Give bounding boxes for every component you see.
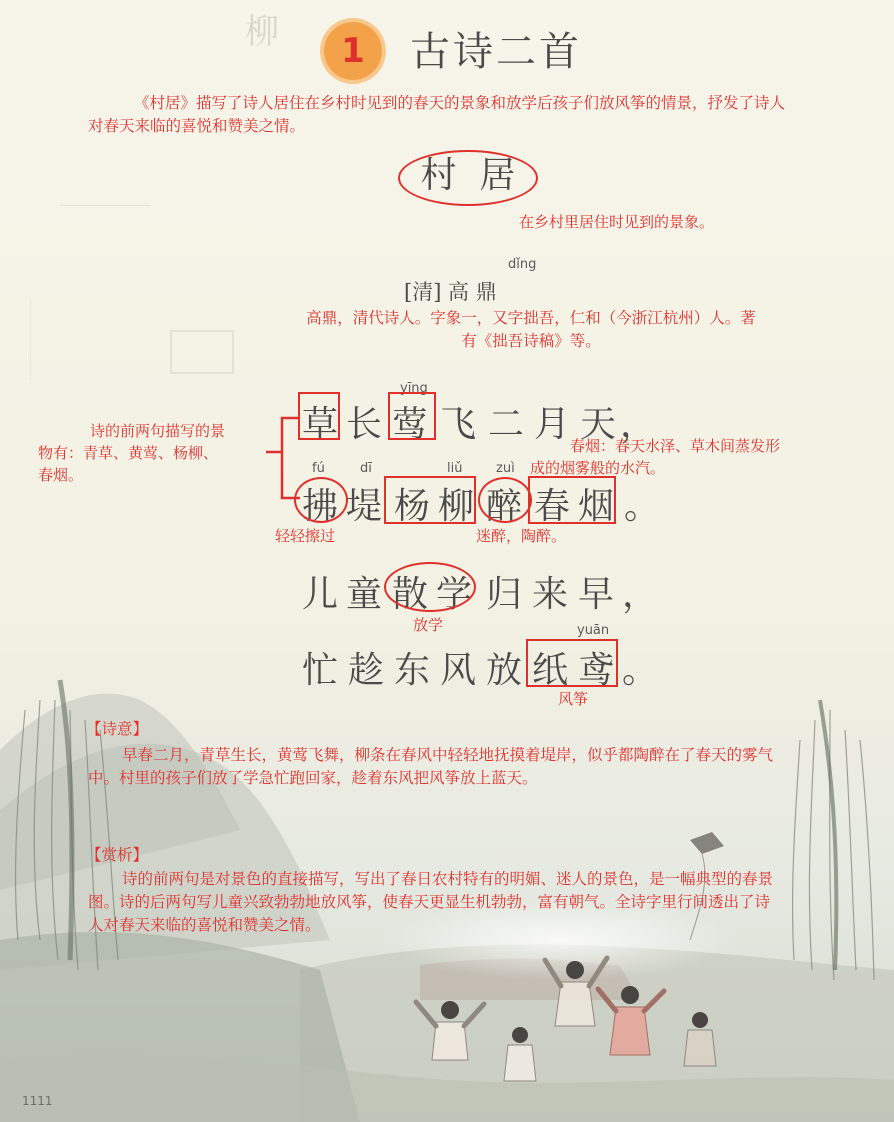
line2-pinyin-zui: zuì	[496, 461, 515, 476]
author-note: 高鼎，清代诗人。字象一，又字拙吾，仁和（今浙江杭州）人。著有《拙吾诗稿》等。	[306, 309, 756, 350]
poem-char: 杨	[394, 486, 431, 527]
sanxue-note: 放学	[413, 616, 444, 634]
poem-char: 天	[580, 404, 617, 445]
right-note-line-2: 成的烟雾般的水汽。	[530, 459, 666, 477]
author-line: [清] 高 鼎	[404, 280, 497, 304]
line2-pinyin-liu: liǔ	[447, 461, 463, 476]
author-pinyin: dǐng	[508, 257, 537, 272]
box-chunyan	[528, 476, 616, 524]
left-note-line-3: 春烟。	[38, 466, 84, 484]
poem-char: 月	[534, 404, 571, 445]
poem-char: 忙	[302, 650, 339, 691]
box-cao	[298, 392, 340, 440]
box-ying	[388, 392, 436, 440]
poem-char: 风	[440, 650, 477, 691]
poem-char: 来	[532, 574, 569, 615]
poem-char: 飞	[440, 404, 477, 445]
poem-char: 散	[392, 574, 429, 615]
fu-note: 轻轻擦过	[275, 527, 336, 545]
poem-char: 莺	[392, 404, 429, 445]
line4-pinyin-yuan: yuān	[577, 623, 610, 638]
poem-char: 醉	[486, 486, 523, 527]
poem-title: 村 居	[420, 155, 516, 196]
poem-char: 二	[488, 404, 525, 445]
bleed-through-mark	[170, 330, 234, 374]
poem-char: 拂	[302, 486, 339, 527]
poem-char: 烟	[578, 486, 615, 527]
poem-char: 东	[394, 650, 431, 691]
poem-char: 纸	[532, 650, 569, 691]
poem-char: 放	[486, 650, 523, 691]
right-note-line-1: 春烟：春天水泽、草木间蒸发形	[570, 437, 781, 455]
poem-char: 鸢	[578, 650, 615, 691]
meaning-heading: 【诗意】	[86, 720, 149, 738]
lesson-intro: 《村居》描写了诗人居住在乡村时见到的春天的景象和放学后孩子们放风筝的情景，抒发了诗人对春天来临的喜悦和赞美之情。	[88, 94, 786, 135]
bleed-through-mark	[30, 300, 101, 380]
poem-char: 春	[534, 486, 571, 527]
line1-pinyin-ying: yīng	[400, 381, 428, 396]
left-note-line-1: 诗的前两句描写的景	[90, 422, 226, 440]
line2-pinyin-di: dī	[360, 461, 372, 476]
poem-char: 。	[622, 650, 659, 691]
appreciation-heading: 【赏析】	[86, 846, 149, 864]
poem-char: 柳	[438, 486, 475, 527]
lesson-title: 古诗二首	[410, 29, 582, 75]
bleed-through-text: 柳	[245, 12, 279, 52]
poem-char: 长	[346, 404, 383, 445]
poem-title-note: 在乡村里居住时见到的景象。	[519, 213, 715, 231]
poem-char: ，	[620, 404, 657, 445]
appreciation-text: 诗的前两句是对景色的直接描写，写出了春日农村特有的明媚、迷人的景色，是一幅典型的春景图。诗的后两句写儿童兴致勃勃地放风筝，使春天更显生机勃勃，富有朝气。全诗字里行间透出了诗人对春天来临的喜悦和赞美之情。	[88, 870, 774, 934]
zhiyuan-note: 风筝	[558, 690, 589, 708]
circle-zui	[478, 477, 532, 523]
lesson-number: 1	[341, 31, 365, 71]
poem-char: 早	[578, 574, 615, 615]
circle-fu	[294, 477, 348, 523]
zui-note: 迷醉，陶醉。	[476, 527, 567, 545]
circle-sanxue	[384, 562, 476, 612]
left-note-line-2: 物有：青草、黄莺、杨柳、	[38, 444, 219, 462]
line2-pinyin-fu: fú	[312, 461, 325, 476]
poem-char: 趁	[348, 650, 385, 691]
meaning-text: 早春二月，青草生长，黄莺飞舞，柳条在春风中轻轻地抚摸着堤岸，似乎都陶醉在了春天的雾气中。村里的孩子们放了学急忙跑回家，趁着东风把风筝放上蓝天。	[88, 746, 774, 787]
bleed-through-mark	[60, 205, 150, 246]
poem-char: 儿	[302, 574, 339, 615]
page-number: 1111	[22, 1094, 53, 1108]
box-zhiyuan	[526, 639, 618, 687]
poem-char: 童	[346, 574, 383, 615]
poem-char: 堤	[346, 486, 383, 527]
poem-char: 。	[624, 486, 661, 527]
poem-char: 学	[436, 574, 473, 615]
poem-char: 草	[302, 404, 339, 445]
poem-char: 归	[486, 574, 523, 615]
box-yangliu	[384, 476, 476, 524]
poem-char: ，	[622, 574, 659, 615]
